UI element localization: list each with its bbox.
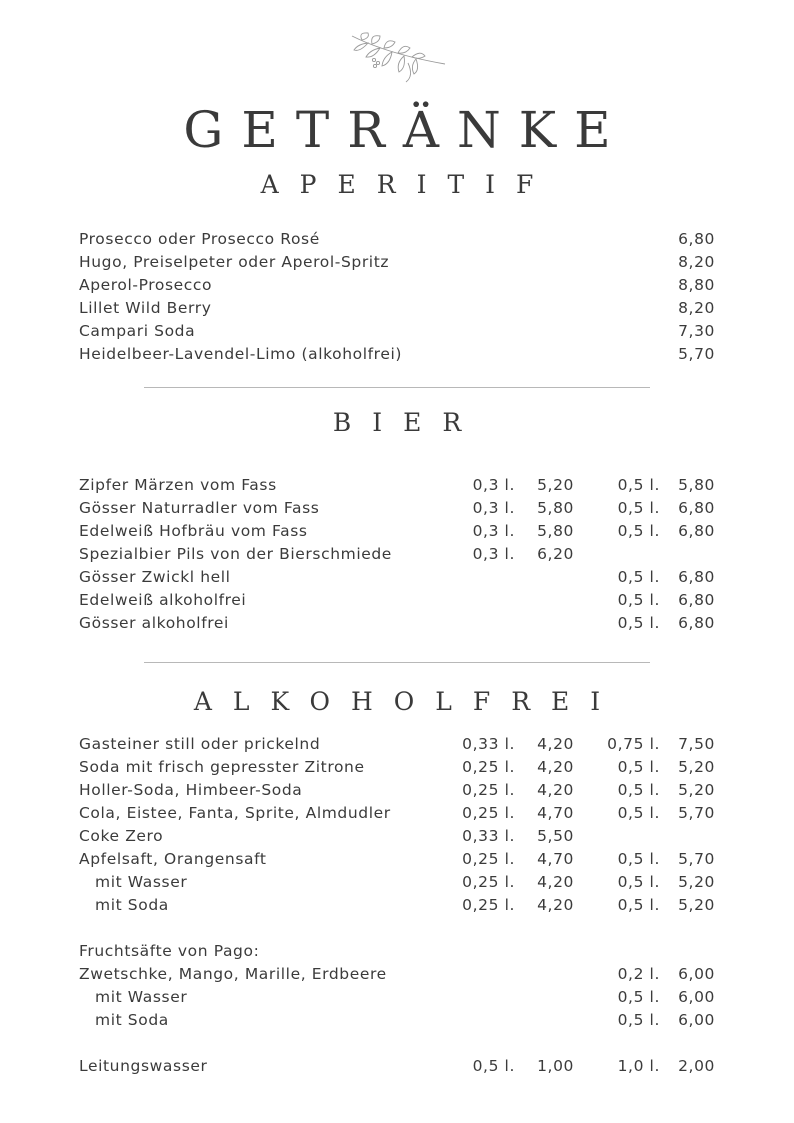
item-volume-large: 0,5 l. [617,476,660,494]
item-price: 7,30 [678,322,715,340]
item-price: 8,20 [678,299,715,317]
item-name: mit Wasser [95,988,188,1006]
item-price-large: 6,80 [678,568,715,586]
item-name: Gasteiner still oder prickelnd [79,735,321,753]
item-price-small: 1,00 [537,1057,574,1075]
item-price-large: 6,80 [678,499,715,517]
item-name: Holler-Soda, Himbeer-Soda [79,781,303,799]
item-price-large: 5,70 [678,804,715,822]
item-volume-small: 0,25 l. [462,781,515,799]
item-price-large: 5,70 [678,850,715,868]
item-price-small: 4,20 [537,873,574,891]
menu-item [79,497,719,520]
item-volume-large: 0,5 l. [617,758,660,776]
item-price-large: 5,80 [678,476,715,494]
section-heading-bier: BIER [332,408,483,437]
menu-item [79,894,719,917]
menu-item [79,589,719,612]
menu-item [79,1055,719,1078]
item-name: Aperol-Prosecco [79,276,213,294]
menu-item [79,986,719,1009]
item-price-small: 4,20 [537,735,574,753]
section-heading-alkoholfrei: ALKOHOLFREI [193,687,622,716]
menu-item [79,520,719,543]
menu-item [79,779,719,802]
item-name: Hugo, Preiselpeter oder Aperol-Spritz [79,253,390,271]
item-name: Gösser alkoholfrei [79,614,229,632]
item-price-large: 5,20 [678,758,715,776]
item-price-small: 4,70 [537,850,574,868]
item-volume-large: 0,5 l. [617,1011,660,1029]
menu-item [79,320,719,343]
item-price-small: 5,50 [537,827,574,845]
subsection-heading [79,940,719,963]
item-price-large: 7,50 [678,735,715,753]
item-volume-small: 0,3 l. [472,545,515,563]
menu-item [79,871,719,894]
item-name: Zipfer Märzen vom Fass [79,476,277,494]
section-divider [144,387,650,388]
item-volume-large: 0,5 l. [617,499,660,517]
item-price-small: 5,20 [537,476,574,494]
item-name: mit Soda [95,1011,169,1029]
menu-item [79,297,719,320]
menu-item [79,343,719,366]
item-volume-large: 0,5 l. [617,522,660,540]
item-price: 8,20 [678,253,715,271]
item-volume-large: 0,5 l. [617,781,660,799]
menu-item [79,612,719,635]
menu-item [79,274,719,297]
item-volume-large: 0,5 l. [617,614,660,632]
item-volume-large: 0,75 l. [607,735,660,753]
item-price-large: 5,20 [678,873,715,891]
item-name: Lillet Wild Berry [79,299,212,317]
section-heading-aperitif: APERITIF [260,170,555,199]
item-price-small: 4,70 [537,804,574,822]
section-divider [144,662,650,663]
item-volume-large: 0,5 l. [617,850,660,868]
item-price-small: 6,20 [537,545,574,563]
item-name: Cola, Eistee, Fanta, Sprite, Almdudler [79,804,391,822]
item-volume-small: 0,25 l. [462,896,515,914]
item-name: Leitungswasser [79,1057,208,1075]
item-volume-small: 0,25 l. [462,758,515,776]
item-price-small: 5,80 [537,499,574,517]
item-name: Apfelsaft, Orangensaft [79,850,267,868]
item-price-large: 6,80 [678,591,715,609]
item-volume-small: 0,33 l. [462,827,515,845]
item-name: mit Wasser [95,873,188,891]
item-name: Coke Zero [79,827,164,845]
item-volume-small: 0,25 l. [462,804,515,822]
item-volume-small: 0,33 l. [462,735,515,753]
menu-item [79,251,719,274]
item-volume-large: 0,5 l. [617,591,660,609]
item-name: Zwetschke, Mango, Marille, Erdbeere [79,965,387,983]
menu-item [79,474,719,497]
menu-item [79,963,719,986]
item-name: Heidelbeer-Lavendel-Limo (alkoholfrei) [79,345,403,363]
item-volume-large: 0,5 l. [617,873,660,891]
page-title: GETRÄNKE [183,101,629,159]
item-price-small: 4,20 [537,781,574,799]
item-name: Edelweiß Hofbräu vom Fass [79,522,308,540]
menu-item [79,756,719,779]
item-price-large: 6,00 [678,965,715,983]
item-volume-large: 0,5 l. [617,896,660,914]
item-price-small: 4,20 [537,896,574,914]
menu-item [79,733,719,756]
menu-item [79,825,719,848]
menu-item [79,848,719,871]
menu-item [79,566,719,589]
item-name: Gösser Zwickl hell [79,568,231,586]
menu-item [79,228,719,251]
item-name: Spezialbier Pils von der Bierschmiede [79,545,392,563]
menu-item [79,1009,719,1032]
item-volume-large: 1,0 l. [617,1057,660,1075]
item-name: mit Soda [95,896,169,914]
item-name: Edelweiß alkoholfrei [79,591,247,609]
item-price-large: 6,00 [678,1011,715,1029]
item-price-small: 5,80 [537,522,574,540]
item-price-small: 4,20 [537,758,574,776]
leaf-branch-icon [348,30,448,94]
item-price-large: 6,80 [678,614,715,632]
item-volume-large: 0,2 l. [617,965,660,983]
menu-item [79,802,719,825]
item-price-large: 2,00 [678,1057,715,1075]
item-price: 6,80 [678,230,715,248]
item-name: Soda mit frisch gepresster Zitrone [79,758,365,776]
item-volume-small: 0,5 l. [472,1057,515,1075]
item-price-large: 5,20 [678,896,715,914]
item-price-large: 6,00 [678,988,715,1006]
item-name: Campari Soda [79,322,196,340]
item-volume-small: 0,25 l. [462,873,515,891]
item-volume-small: 0,3 l. [472,522,515,540]
item-price-large: 6,80 [678,522,715,540]
item-volume-large: 0,5 l. [617,804,660,822]
item-volume-small: 0,25 l. [462,850,515,868]
item-name: Prosecco oder Prosecco Rosé [79,230,320,248]
menu-item [79,543,719,566]
item-volume-large: 0,5 l. [617,988,660,1006]
pago-heading: Fruchtsäfte von Pago: [79,942,260,960]
item-price: 8,80 [678,276,715,294]
item-volume-small: 0,3 l. [472,476,515,494]
item-price-large: 5,20 [678,781,715,799]
item-volume-large: 0,5 l. [617,568,660,586]
item-price: 5,70 [678,345,715,363]
item-name: Gösser Naturradler vom Fass [79,499,320,517]
item-volume-small: 0,3 l. [472,499,515,517]
